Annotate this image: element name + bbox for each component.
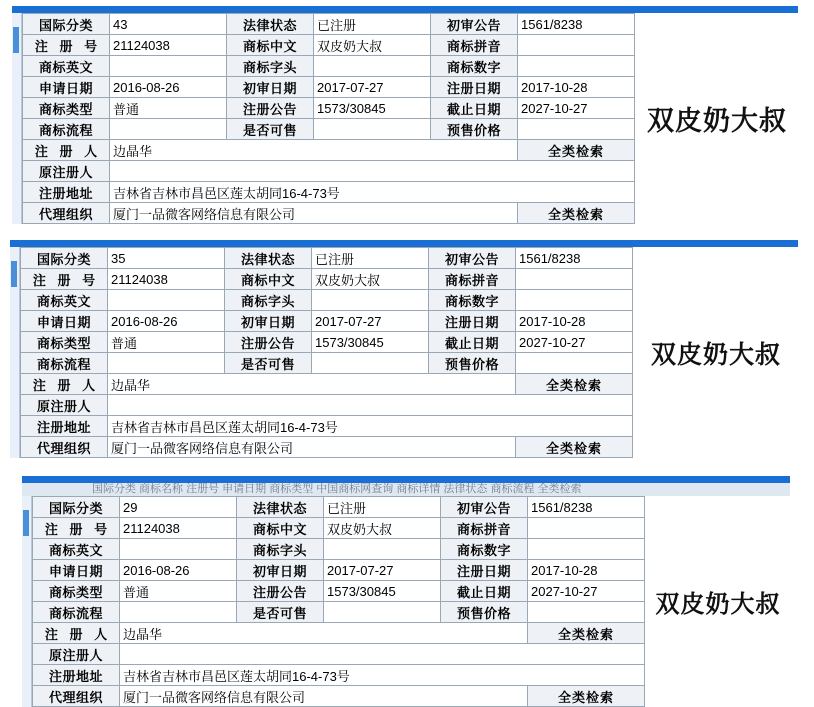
value-original-registrant [108,395,633,416]
value-tm-initials [314,56,431,77]
value-for-sale [324,602,441,623]
label-reg-date: 注册日期 [441,560,528,581]
value-registrant: 边晶华 [110,140,518,161]
table-row [33,623,645,644]
trademark-record-card [10,240,798,458]
label-reg-date: 注册日期 [429,311,516,332]
value-tm-digits [518,56,635,77]
full-search-button[interactable]: 全类检索 [518,203,635,224]
label-tm-digits: 商标数字 [429,290,516,311]
full-search-button[interactable]: 全类检索 [518,140,635,161]
value-reg-date: 2017-10-28 [528,560,645,581]
value-prelim-announcement: 1561/8238 [518,14,635,35]
label-tm-english: 商标英文 [23,56,110,77]
value-reg-address: 吉林省吉林市昌邑区莲太胡同16-4-73号 [120,665,645,686]
value-registrant: 边晶华 [108,374,516,395]
value-reg-announcement: 1573/30845 [314,98,431,119]
value-tm-chinese: 双皮奶大叔 [312,269,429,290]
value-agent-org: 厦门一品微客网络信息有限公司 [120,686,528,707]
value-tm-type: 普通 [110,98,227,119]
table-row [21,437,633,458]
value-tm-type: 普通 [108,332,225,353]
trademark-logo-image [633,247,798,458]
value-reg-announcement: 1573/30845 [324,581,441,602]
value-tm-process [120,602,237,623]
value-tm-initials [324,539,441,560]
scrollbar-thumb[interactable] [13,27,19,53]
value-expiry-date: 2027-10-27 [528,581,645,602]
trademark-logo-image [645,496,790,707]
table-row [23,182,635,203]
label-tm-chinese: 商标中文 [237,518,324,539]
trademark-record-card [12,6,798,224]
value-legal-status: 已注册 [324,497,441,518]
label-expiry-date: 截止日期 [441,581,528,602]
value-for-sale [312,353,429,374]
table-row [21,269,633,290]
value-presale-price [528,602,645,623]
label-tm-pinyin: 商标拼音 [441,518,528,539]
label-intl-class: 国际分类 [23,14,110,35]
table-row [33,665,645,686]
table-row [23,35,635,56]
trademark-detail-table [32,496,645,707]
value-tm-english [108,290,225,311]
value-reg-number: 21124038 [110,35,227,56]
value-registrant: 边晶华 [120,623,528,644]
label-intl-class: 国际分类 [21,248,108,269]
table-row [23,14,635,35]
table-row [21,416,633,437]
label-reg-date: 注册日期 [431,77,518,98]
label-expiry-date: 截止日期 [429,332,516,353]
scrollbar-track[interactable] [22,496,32,707]
table-row [23,119,635,140]
value-for-sale [314,119,431,140]
table-row [33,560,645,581]
value-original-registrant [120,644,645,665]
value-reg-announcement: 1573/30845 [312,332,429,353]
label-tm-initials: 商标字头 [237,539,324,560]
label-legal-status: 法律状态 [227,14,314,35]
label-registrant: 注 册 人 [23,140,110,161]
value-tm-chinese: 双皮奶大叔 [324,518,441,539]
label-for-sale: 是否可售 [237,602,324,623]
value-presale-price [518,119,635,140]
table-row [33,539,645,560]
label-tm-type: 商标类型 [33,581,120,602]
value-original-registrant [110,161,635,182]
trademark-record-card [22,476,790,707]
label-reg-number: 注 册 号 [21,269,108,290]
label-prelim-date: 初审日期 [225,311,312,332]
value-reg-date: 2017-10-28 [518,77,635,98]
label-tm-digits: 商标数字 [441,539,528,560]
table-row [23,98,635,119]
card-body [22,496,790,707]
value-reg-address: 吉林省吉林市昌邑区莲太胡同16-4-73号 [108,416,633,437]
full-search-button[interactable]: 全类检索 [528,623,645,644]
label-reg-number: 注 册 号 [33,518,120,539]
value-reg-address: 吉林省吉林市昌邑区莲太胡同16-4-73号 [110,182,635,203]
label-tm-process[interactable]: 商标流程 [33,602,120,623]
label-prelim-announcement: 初审公告 [441,497,528,518]
label-legal-status: 法律状态 [225,248,312,269]
value-tm-digits [516,290,633,311]
value-agent-org: 厦门一品微客网络信息有限公司 [108,437,516,458]
label-tm-english: 商标英文 [33,539,120,560]
label-reg-announcement: 注册公告 [225,332,312,353]
value-reg-number: 21124038 [120,518,237,539]
trademark-logo-image [635,13,798,224]
value-intl-class: 35 [108,248,225,269]
label-apply-date: 申请日期 [33,560,120,581]
table-row [23,77,635,98]
label-for-sale: 是否可售 [227,119,314,140]
value-agent-org: 厦门一品微客网络信息有限公司 [110,203,518,224]
label-tm-type: 商标类型 [21,332,108,353]
scrollbar-track[interactable] [10,247,20,458]
label-agent-org: 代理组织 [23,203,110,224]
label-reg-number: 注 册 号 [23,35,110,56]
value-prelim-date: 2017-07-27 [312,311,429,332]
value-prelim-date: 2017-07-27 [314,77,431,98]
value-tm-digits [528,539,645,560]
label-tm-type: 商标类型 [23,98,110,119]
value-prelim-date: 2017-07-27 [324,560,441,581]
table-row [23,56,635,77]
value-tm-chinese: 双皮奶大叔 [314,35,431,56]
label-apply-date: 申请日期 [21,311,108,332]
label-registrant: 注 册 人 [33,623,120,644]
window-titlebar [22,476,790,483]
partial-header-row: 国际分类 商标名称 注册号 申请日期 商标类型 中国商标网查询 商标详情 法律状态 商标流程 全类检索 [22,483,790,496]
label-tm-initials: 商标字头 [225,290,312,311]
full-search-button[interactable]: 全类检索 [516,437,633,458]
value-legal-status: 已注册 [314,14,431,35]
label-original-registrant: 原注册人 [33,644,120,665]
trademark-logo-text: 双皮奶大叔 [647,106,787,137]
value-presale-price [516,353,633,374]
label-prelim-announcement: 初审公告 [429,248,516,269]
window-titlebar [12,6,798,13]
label-registrant: 注 册 人 [21,374,108,395]
table-row [21,311,633,332]
label-reg-address: 注册地址 [33,665,120,686]
card-body [12,13,798,224]
table-row [21,248,633,269]
trademark-logo-text: 双皮奶大叔 [650,339,781,369]
label-tm-pinyin: 商标拼音 [429,269,516,290]
label-expiry-date: 截止日期 [431,98,518,119]
label-tm-english: 商标英文 [21,290,108,311]
table-row [33,602,645,623]
value-tm-type: 普通 [120,581,237,602]
card-body [10,247,798,458]
label-tm-process[interactable]: 商标流程 [21,353,108,374]
table-row [21,353,633,374]
trademark-detail-table [20,247,633,458]
value-intl-class: 29 [120,497,237,518]
label-reg-address: 注册地址 [23,182,110,203]
label-prelim-announcement: 初审公告 [431,14,518,35]
label-reg-address: 注册地址 [21,416,108,437]
table-row [21,395,633,416]
label-for-sale: 是否可售 [225,353,312,374]
label-tm-chinese: 商标中文 [225,269,312,290]
value-apply-date: 2016-08-26 [108,311,225,332]
value-tm-process [108,353,225,374]
label-presale-price: 预售价格 [441,602,528,623]
value-prelim-announcement: 1561/8238 [516,248,633,269]
table-row [21,332,633,353]
label-original-registrant: 原注册人 [21,395,108,416]
value-prelim-announcement: 1561/8238 [528,497,645,518]
trademark-detail-table [22,13,635,224]
label-prelim-date: 初审日期 [227,77,314,98]
table-row [21,290,633,311]
value-tm-pinyin [528,518,645,539]
table-row [33,518,645,539]
window-titlebar [10,240,798,247]
label-prelim-date: 初审日期 [237,560,324,581]
full-search-button[interactable]: 全类检索 [528,686,645,707]
value-tm-english [120,539,237,560]
value-tm-pinyin [516,269,633,290]
table-row [33,686,645,707]
value-intl-class: 43 [110,14,227,35]
label-presale-price: 预售价格 [431,119,518,140]
value-expiry-date: 2027-10-27 [518,98,635,119]
trademark-logo-text: 双皮奶大叔 [655,590,781,618]
value-expiry-date: 2027-10-27 [516,332,633,353]
full-search-button[interactable]: 全类检索 [516,374,633,395]
label-reg-announcement: 注册公告 [227,98,314,119]
table-row [21,374,633,395]
label-intl-class: 国际分类 [33,497,120,518]
scrollbar-track[interactable] [12,13,22,224]
value-tm-pinyin [518,35,635,56]
label-legal-status: 法律状态 [237,497,324,518]
label-tm-digits: 商标数字 [431,56,518,77]
value-tm-english [110,56,227,77]
label-presale-price: 预售价格 [429,353,516,374]
table-row [33,644,645,665]
table-row [33,581,645,602]
value-reg-number: 21124038 [108,269,225,290]
label-tm-pinyin: 商标拼音 [431,35,518,56]
label-tm-initials: 商标字头 [227,56,314,77]
table-row [23,203,635,224]
value-reg-date: 2017-10-28 [516,311,633,332]
label-tm-process[interactable]: 商标流程 [23,119,110,140]
value-tm-process [110,119,227,140]
table-row [23,161,635,182]
table-row [23,140,635,161]
value-apply-date: 2016-08-26 [110,77,227,98]
value-apply-date: 2016-08-26 [120,560,237,581]
scrollbar-thumb[interactable] [23,510,29,536]
label-agent-org: 代理组织 [33,686,120,707]
label-reg-announcement: 注册公告 [237,581,324,602]
table-row [33,497,645,518]
value-tm-initials [312,290,429,311]
label-agent-org: 代理组织 [21,437,108,458]
value-legal-status: 已注册 [312,248,429,269]
scrollbar-thumb[interactable] [11,261,17,287]
label-tm-chinese: 商标中文 [227,35,314,56]
label-apply-date: 申请日期 [23,77,110,98]
label-original-registrant: 原注册人 [23,161,110,182]
